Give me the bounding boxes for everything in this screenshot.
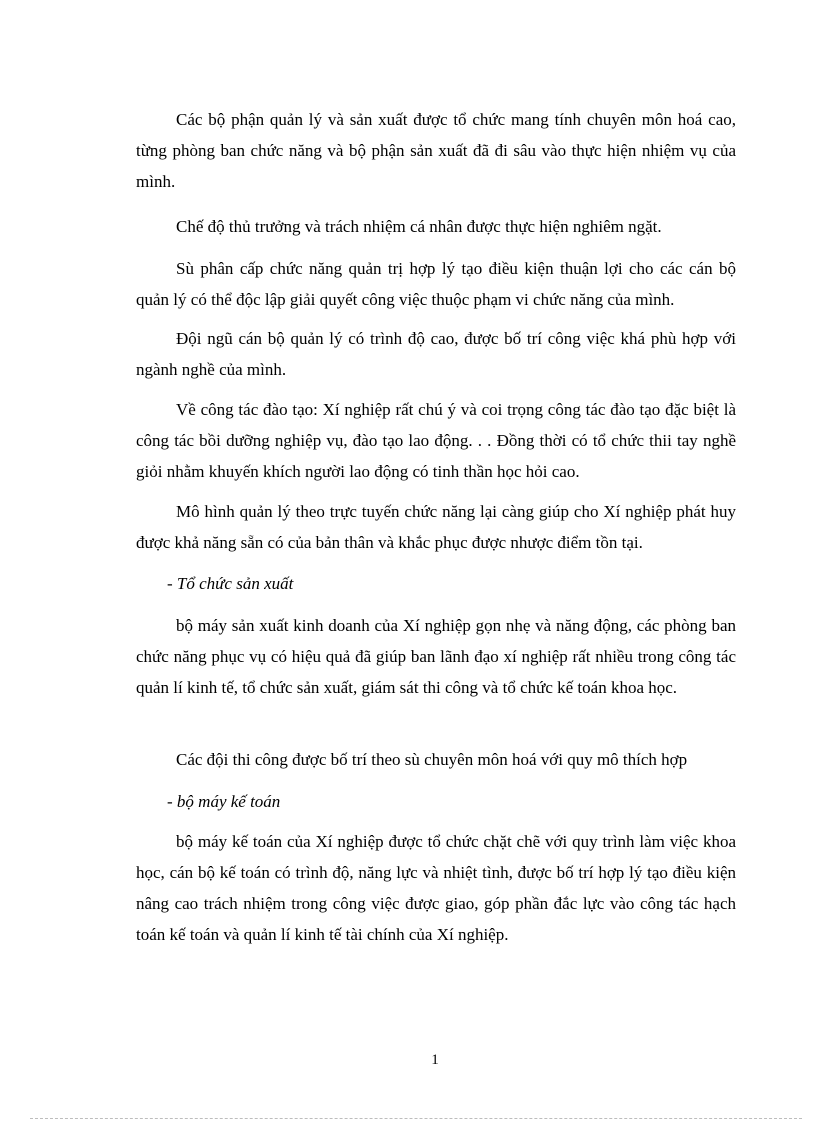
page-bottom-divider [30, 1118, 802, 1119]
page-number: 1 [431, 1052, 439, 1068]
heading-production-organization: - Tổ chức sản xuất [167, 574, 294, 593]
paragraph-training: Về công tác đào tạo: Xí nghiệp rất chú ý và coi trọng công tác đào tạo đặc biệt là công tác bồi dưỡng nghiệp vụ, đào tạo lao động. . . Đồng thời có tổ chức thii tay nghề giỏi nhằm khuyến khích người lao động có tinh thần học hỏi cao. [136, 400, 736, 481]
paragraph-staff: Đội ngũ cán bộ quản lý có trình độ cao, được bố trí công việc khá phù hợp với ngành nghề của mình. [136, 329, 736, 379]
paragraph-leadership: Chế độ thủ trưởng và trách nhiệm cá nhân được thực hiện nghiêm ngặt. [176, 217, 662, 236]
paragraph-management-model: Mô hình quản lý theo trực tuyến chức năng lại càng giúp cho Xí nghiệp phát huy được khả năng sẵn có của bản thân và khắc phục được nhược điểm tồn tại. [136, 502, 736, 552]
paragraph-decentralization: Sù phân cấp chức năng quản trị hợp lý tạo điều kiện thuận lợi cho các cán bộ quản lý có thể độc lập giải quyết công việc thuộc phạm vi chức năng của mình. [136, 259, 736, 309]
heading-accounting-apparatus: - bộ máy kế toán [167, 792, 281, 811]
paragraph-production-apparatus: bộ máy sản xuất kinh doanh của Xí nghiệp gọn nhẹ và năng động, các phòng ban chức năng phục vụ có hiệu quả đã giúp ban lãnh đạo xí nghiệp rất nhiều trong công tác quản lí kinh tế, tổ chức sản xuất, giám sát thi công và tổ chức kế toán khoa học. [136, 616, 736, 697]
paragraph-construction-teams: Các đội thi công được bố trí theo sù chuyên môn hoá với quy mô thích hợp [176, 750, 688, 769]
paragraph-specialization: Các bộ phận quản lý và sản xuất được tổ chức mang tính chuyên môn hoá cao, từng phòng ban chức năng và bộ phận sản xuất đã đi sâu vào thực hiện nhiệm vụ của mình. [136, 110, 736, 191]
paragraph-accounting: bộ máy kế toán của Xí nghiệp được tổ chức chặt chẽ với quy trình làm việc khoa học, cán bộ kế toán có trình độ, năng lực và nhiệt tình, được bố trí hợp lý tạo điều kiện nâng cao trách nhiệm trong công việc được giao, góp phần đắc lực vào công tác hạch toán kế toán và quản lí kinh tế tài chính của Xí nghiệp. [136, 832, 736, 944]
